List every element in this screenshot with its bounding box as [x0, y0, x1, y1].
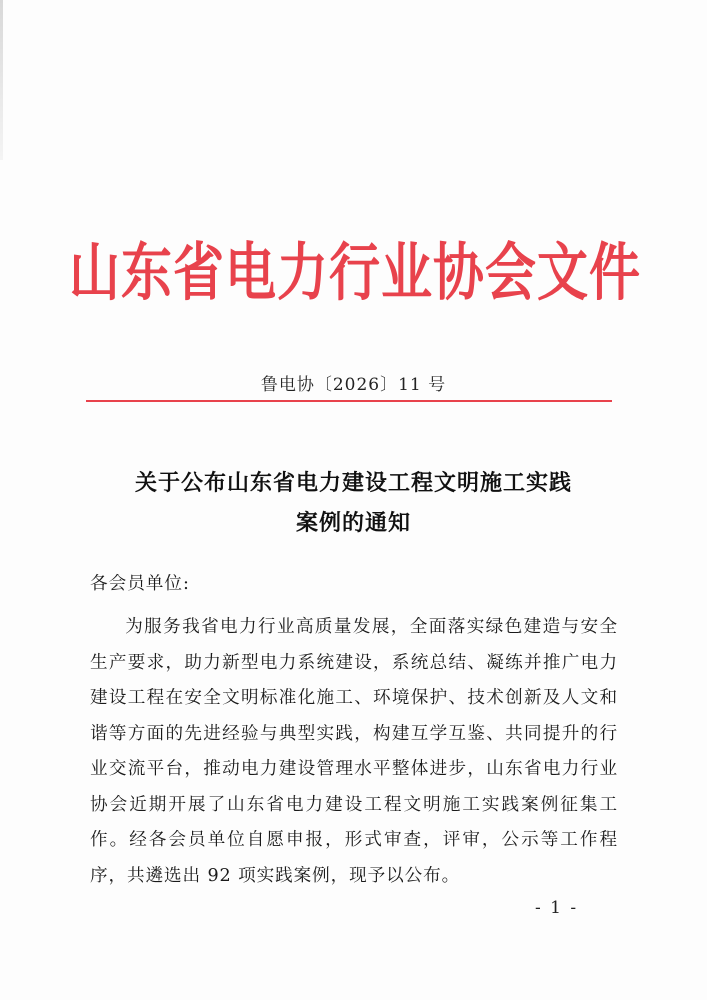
- notice-title-line-2: 案例的通知: [295, 510, 411, 536]
- notice-title-line-1: 关于公布山东省电力建设工程文明施工实践: [134, 470, 572, 496]
- document-number: 鲁电协〔2026〕11 号: [260, 375, 447, 395]
- masthead-title: 山东省电力行业协会文件: [68, 236, 641, 310]
- page-number: - 1 -: [535, 898, 579, 918]
- notice-title: [70, 463, 637, 543]
- red-divider-line: [86, 400, 612, 402]
- salutation: 各会员单位:: [90, 574, 190, 594]
- body-paragraph: 为服务我省电力行业高质量发展，全面落实绿色建造与安全生产要求，助力新型电力系统建设，系统总结、凝练并推广电力建设工程在安全文明标准化施工、环境保护、技术创新及人文和谐等方面的先进经验与典型实践，构建互学互鉴、共同提升的行业交流平台，推动电力建设管理水平整体进步，山东省电力行业协会近期开展了山东省电力建设工程文明施工实践案例征集工作。经各会员单位自愿申报，形式审查，评审，公示等工作程序，共遴选出 92 项实践案例，现予以公布。: [90, 617, 618, 886]
- scan-edge-shadow: [0, 0, 3, 160]
